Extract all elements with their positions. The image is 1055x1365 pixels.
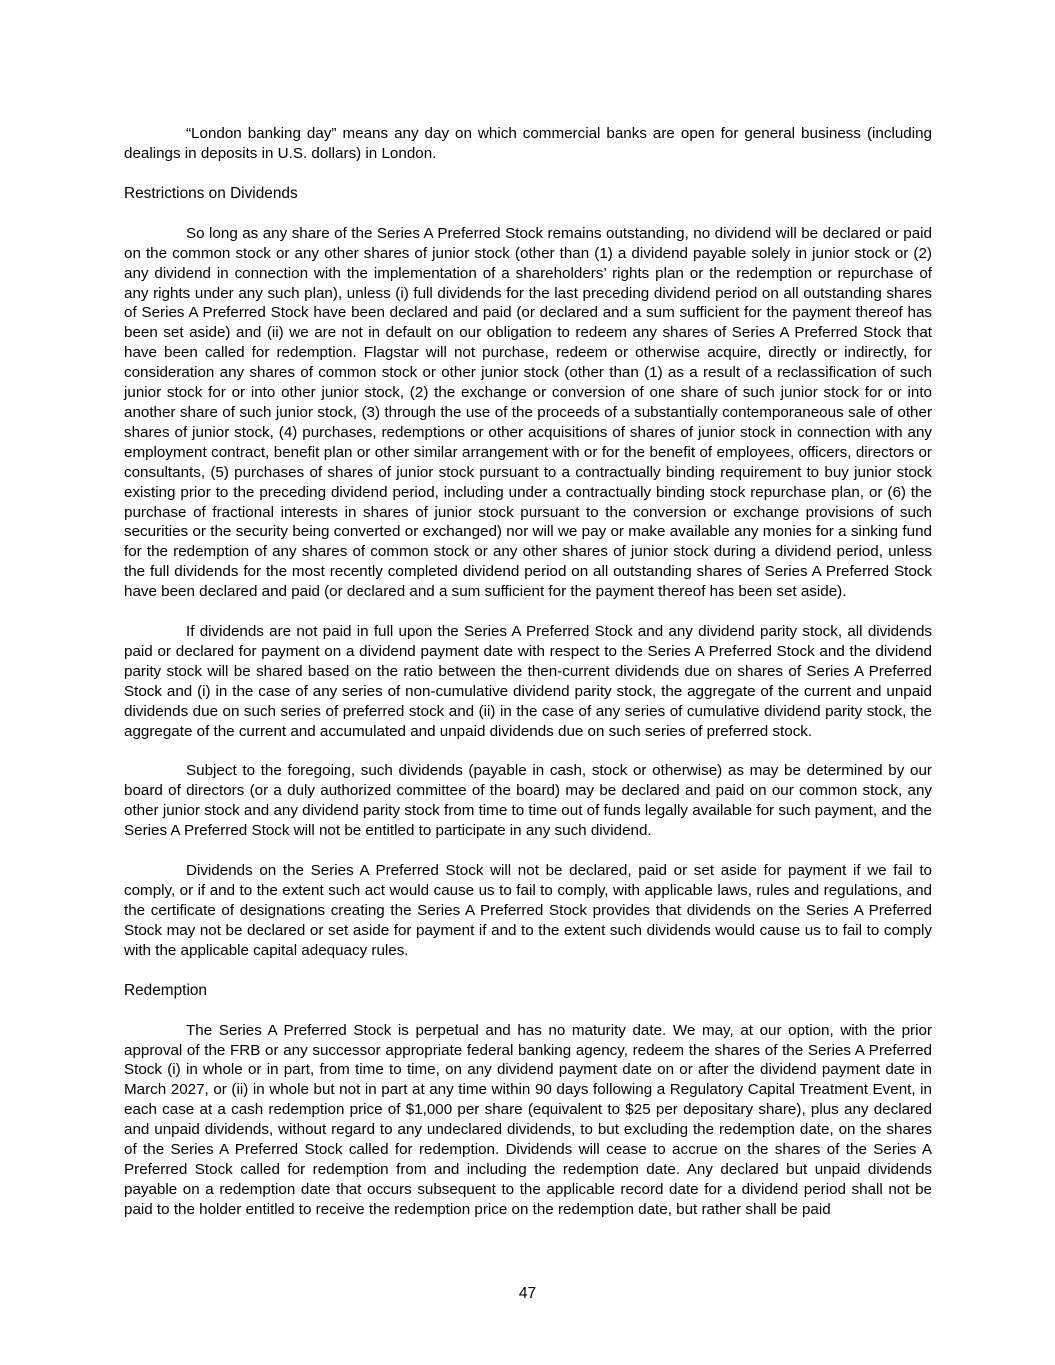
- heading-redemption: Redemption: [124, 981, 207, 999]
- heading-restrictions-on-dividends: Restrictions on Dividends: [124, 184, 298, 202]
- paragraph-dividend-board-declaration: Subject to the foregoing, such dividends (payable in cash, stock or otherwise) as may be determined by our board of directors (or a duly authorized committee of the board) may be declared and paid on our common stock, any other junior stock and any dividend parity stock from time to time out of funds legally available for such payment, and the Series A Preferred Stock will not be entitled to participate in any such dividend.: [124, 762, 932, 840]
- paragraph-dividend-parity: If dividends are not paid in full upon the Series A Preferred Stock and any dividend parity stock, all dividends paid or declared for payment on a dividend payment date with respect to the Series A Preferred Stock and the dividend parity stock will be shared based on the ratio between the then-current dividends due on shares of Series A Preferred Stock and (i) in the case of any series of non-cumulative dividend parity stock, the aggregate of the current and unpaid dividends due on such series of preferred stock and (ii) in the case of any series of cumulative dividend parity stock, the aggregate of the current and accumulated and unpaid dividends due on such series of preferred stock.: [124, 623, 932, 740]
- document-page: [124, 124, 932, 1240]
- paragraph-dividend-compliance: Dividends on the Series A Preferred Stock will not be declared, paid or set aside for payment if we fail to comply, or if and to the extent such act would cause us to fail to comply, with applicable laws, rules and regulations, and the certificate of designations creating the Series A Preferred Stock provides that dividends on the Series A Preferred Stock may not be declared or set aside for payment if and to the extent such dividends would cause us to fail to comply with the applicable capital adequacy rules.: [124, 862, 932, 959]
- page-number: 47: [518, 1285, 537, 1302]
- paragraph-dividend-restrictions: So long as any share of the Series A Preferred Stock remains outstanding, no dividend will be declared or paid on the common stock or any other shares of junior stock (other than (1) a dividend payable solely in junior stock or (2) any dividend in connection with the implementation of a shareholders’ rights plan or the redemption or repurchase of any rights under any such plan), unless (i) full dividends for the last preceding dividend period on all outstanding shares of Series A Preferred Stock have been declared and paid (or declared and a sum sufficient for the payment thereof has been set aside) and (ii) we are not in default on our obligation to redeem any shares of Series A Preferred Stock that have been called for redemption. Flagstar will not purchase, redeem or otherwise acquire, directly or indirectly, for consideration any shares of common stock or other junior stock (other than (1) as a result of a reclassification of such junior stock for or into other junior stock, (2) the exchange or conversion of one share of such junior stock for or into another share of such junior stock, (3) through the use of the proceeds of a substantially contemporaneous sale of other shares of junior stock, (4) purchases, redemptions or other acquisitions of shares of junior stock in connection with any employment contract, benefit plan or other similar arrangement with or for the benefit of employees, officers, directors or consultants, (5) purchases of shares of junior stock pursuant to a contractually binding requirement to buy junior stock existing prior to the preceding dividend period, including under a contractually binding stock repurchase plan, or (6) the purchase of fractional interests in shares of junior stock pursuant to the conversion or exchange provisions of such securities or the security being converted or exchanged) nor will we pay or make available any monies for a sinking fund for the redemption of any shares of common stock or any other shares of junior stock during a dividend period, unless the full dividends for the most recently completed dividend period on all outstanding shares of Series A Preferred Stock have been declared and paid (or declared and a sum sufficient for the payment thereof has been set aside).: [124, 224, 932, 601]
- paragraph-redemption: The Series A Preferred Stock is perpetual and has no maturity date. We may, at our option, with the prior approval of the FRB or any successor appropriate federal banking agency, redeem the shares of the Series A Preferred Stock (i) in whole or in part, from time to time, on any dividend payment date on or after the dividend payment date in March 2027, or (ii) in whole but not in part at any time within 90 days following a Regulatory Capital Treatment Event, in each case at a cash redemption price of $1,000 per share (equivalent to $25 per depositary share), plus any declared and unpaid dividends, without regard to any undeclared dividends, to but excluding the redemption date, on the shares of the Series A Preferred Stock called for redemption. Dividends will cease to accrue on the shares of the Series A Preferred Stock called for redemption from and including the redemption date. Any declared but unpaid dividends payable on a redemption date that occurs subsequent to the applicable record date for a dividend period shall not be paid to the holder entitled to receive the redemption price on the redemption date, but rather shall be paid: [124, 1021, 932, 1218]
- paragraph-london-banking-day: “London banking day” means any day on which commercial banks are open for general business (including dealings in deposits in U.S. dollars) in London.: [124, 125, 932, 162]
